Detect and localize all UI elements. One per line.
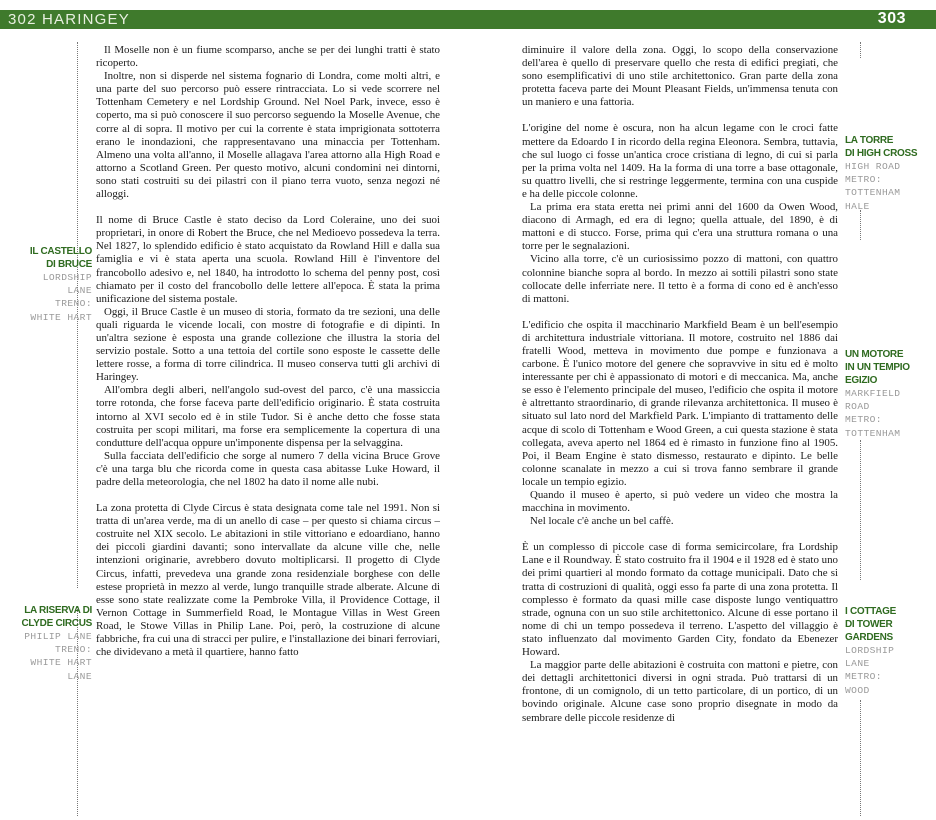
sidebar-title: IL CASTELLO	[29, 246, 92, 257]
sidebar-info: METRO:	[845, 671, 882, 683]
sidebar-high-cross	[845, 134, 935, 213]
right-dotted-rule	[860, 210, 861, 240]
left-page-text	[96, 44, 440, 659]
sidebar-info: METRO:	[845, 414, 882, 426]
sidebar-info: HIGH ROAD	[845, 161, 901, 172]
sidebar-info: LANE	[67, 670, 92, 682]
sidebar-title: DI TOWER	[845, 619, 893, 630]
sidebar-egyptian-temple	[845, 348, 935, 440]
sidebar-info: LANE	[67, 285, 92, 297]
paragraph: La maggior parte delle abitazioni è costruita con mattoni e pietre, con dei dettagli architettonici diversi in ogni strada. Può trattarsi di un frontone, di un comignolo, di un tetto particolare, di un portico, di un bovindo originale. Alcune case sono proprio disegnate in modo da sembrare delle piccole residenze di	[522, 659, 838, 724]
paragraph: diminuire il valore della zona. Oggi, lo scopo della conservazione dell'area è quello di preservare quello che resta di edifici pregiati, che sono esemplificativi di uno stile architettonico. Gran parte della zona protetta faceva parte dei Mount Pleasant Fields, un'immensa tenuta con un maniero e una fattoria.	[522, 44, 838, 109]
paragraph: Vicino alla torre, c'è un curiosissimo pozzo di mattoni, con quattro colonnine bianche sopra al bordo. In mezzo ai sottili pilastri sono state collocate delle inferriate nere. Il tetto è a forma di cono ed è anch'esso di mattoni.	[522, 253, 838, 305]
sidebar-info: HALE	[845, 200, 870, 212]
sidebar-clyde-circus	[4, 604, 92, 683]
sidebar-info: ROAD	[845, 401, 870, 413]
sidebar-title: DI HIGH CROSS	[845, 148, 918, 159]
sidebar-info: TOTTENHAM	[845, 187, 901, 199]
sidebar-info: LORDSHIP	[42, 272, 92, 283]
page-header	[0, 10, 936, 29]
paragraph: La zona protetta di Clyde Circus è stata designata come tale nel 1991. Non si tratta di un'area verde, ma di un anello di case – per questo si chiama circus – costruite nel XIX secolo. Le abitazioni in stile vittoriano e edoardiano, hanno dei piccoli giardini davanti; sono intervallate da alcune ville che, nelle intenzioni originarie, avrebbero dovuto moltiplicarsi. Il progetto di Clyde Circus, infatti, prevedeva una grande zona residenziale borghese con delle estese proprietà in mezzo al verde, lungo tranquille strade alberate. Alcune di esse sono state realizzate come la Pembroke Villa, il Providence Cottage, il Vernon Cottage in Summerfield Road, le Montague Villas in West Green Road, le Stowe Villas in Philip Lane. Poi, però, la costruzione di alcune fabbriche, fra cui una di stracci per pulire, e l'installazione dei binari ferroviari, che dividevano a metà il quartiere, hanno fatto	[96, 502, 440, 659]
sidebar-info: WOOD	[845, 684, 870, 696]
sidebar-title: GARDENS	[845, 632, 893, 643]
paragraph: È un complesso di piccole case di forma semicircolare, fra Lordship Lane e il Roundway. È stato costruito fra il 1904 e il 1928 ed è stato uno dei primi quartieri al mondo formato da cottage municipali. Dato che si tratta di costruzioni di qualità, oggi esso fa parte di una zona protetta. Il complesso è formato da quasi mille case disposte lungo ventiquattro strade, ognuna con un suo stile architettonico. Alcune di esse portano il nome di chi un tempo possedeva il terreno. L'aspetto del villaggio è stato influenzato dal movimento Garden City, fondato da Ebenezer Howard.	[522, 541, 838, 659]
right-dotted-rule	[860, 700, 861, 816]
sidebar-info: TOTTENHAM	[845, 427, 901, 439]
paragraph: All'ombra degli alberi, nell'angolo sud-ovest del parco, c'è una massiccia torre rotonda, che forse faceva parte dell'edificio originario. È stata costruita intorno al XVI secolo ed è in stile Tudor. Si è anche detto che fosse stata costruita per scopi militari, ma forse era semplicemente la copertura di una condutture dell'acqua oppure un'imponente dispensa per la selvaggina.	[96, 384, 440, 449]
paragraph: Quando il museo è aperto, si può vedere un video che mostra la macchina in movimento.	[522, 489, 838, 515]
sidebar-info: LORDSHIP	[845, 645, 895, 656]
right-dotted-rule	[860, 42, 861, 58]
paragraph: Il Moselle non è un fiume scomparso, anche se per dei lunghi tratti è stato ricoperto.	[96, 44, 440, 70]
right-page-text	[522, 44, 838, 725]
paragraph: L'origine del nome è oscura, non ha alcun legame con le croci fatte mettere da Edoardo I in ricordo della regina Eleonora. Sembra, tuttavia, che sul luogo ci fosse un'antica croce cristiana di legno, di cui si parla per la prima volta nel 1409. Ha la forma di una torre a base ottagonale, su quattro livelli, che si restringe leggermente, termina con una cuspide e ha delle piccole colonne.	[522, 122, 838, 200]
sidebar-info: MARKFIELD	[845, 388, 901, 399]
sidebar-info: WHITE HART	[30, 311, 92, 323]
right-dotted-rule	[860, 440, 861, 580]
sidebar-info: TRENO:	[55, 644, 92, 656]
sidebar-info: PHILIP LANE	[24, 631, 92, 642]
sidebar-info: TRENO:	[55, 298, 92, 310]
sidebar-info: LANE	[845, 658, 870, 670]
sidebar-bruce-castle	[4, 245, 92, 324]
sidebar-title: EGIZIO	[845, 375, 878, 386]
sidebar-title: LA TORRE	[845, 135, 894, 146]
sidebar-title: CLYDE CIRCUS	[21, 618, 92, 629]
sidebar-info: METRO:	[845, 174, 882, 186]
sidebar-tower-gardens	[845, 605, 935, 697]
paragraph: Il nome di Bruce Castle è stato deciso da Lord Coleraine, uno dei suoi proprietari, in onore di Robert the Bruce, che nel Medioevo possedeva la terra. Nel 1827, lo splendido edificio è stato acquistato da Rowland Hill e dalla sua famiglia e vi è stata aperta una scuola. Rowland Hill è l'inventore del francobollo adesivo e, nel 1840, ha introdotto lo schema del penny post, così chiamato per il costo del francobollo delle lettere all'epoca. È stata la prima unificazione del sistema postale.	[96, 214, 440, 305]
sidebar-title: DI BRUCE	[46, 259, 92, 270]
right-page-number: 303	[877, 10, 906, 27]
sidebar-title: I COTTAGE	[845, 606, 897, 617]
paragraph: Oggi, il Bruce Castle è un museo di storia, formato da tre sezioni, una delle quali riguarda le vicende locali, con mostre di fotografie e di dipinti. In un'altra sezione è esposta una grande collezione che illustra la storia del servizio postale. Sotto a una tettoia del cortile sono esposte le cassette delle lettere rosse, a forma di torre cilindrica. Il museo conserva tutti gli archivi di Haringey.	[96, 305, 440, 384]
sidebar-title: UN MOTORE	[845, 349, 904, 360]
paragraph: Sulla facciata dell'edificio che sorge al numero 7 della vicina Bruce Grove c'è una targa blu che ricorda come in questa casa abitasse Luke Howard, il padre della meteorologia, che nel 1802 ha dato il nome alle nubi.	[96, 449, 440, 488]
paragraph: La prima era stata eretta nei primi anni del 1600 da Owen Wood, diacono di Armagh, ed era di legno; quella attuale, del 1890, è di mattoni e di stucco. Forse, prima qui c'era una struttura romana o una torre per le segnalazioni.	[522, 201, 838, 253]
paragraph: Inoltre, non si disperde nel sistema fognario di Londra, come molti altri, e una parte del suo percorso può essere rintracciata. Lo si vede scorrere nel Tottenham Cemetery e nel Lordship Ground. Nel Noel Park, invece, esso è coperto, ma si può conoscere il suo percorso seguendo la Moselle Avenue, che corre al di sopra. Il motivo per cui la corrente è stata imprigionata sottoterra erano le inondazioni, che rappresentavano una minaccia per Tottenham. Almeno una volta all'anno, il Moselle allagava l'area attorno alla High Road e attorno a Scotland Green. Per questo motivo, alcuni condomini nei dintorni, sono stati costruiti su dei pilastri con il piano terra vuoto, senza negozi né alloggi.	[96, 70, 440, 201]
paragraph: Nel locale c'è anche un bel caffè.	[530, 515, 674, 528]
paragraph: L'edificio che ospita il macchinario Markfield Beam è un bell'esempio di architettura industriale vittoriana. Il motore, costruito nel 1886 dai fratelli Wood, metteva in movimento due pompe e funzionava a carbone. È l'unico motore del genere che sopravvive in situ ed è molto interessante per chi è appassionato di motori e di meccanica. Ma, anche se esso è l'elemento principale del museo, l'edificio che ospita il motore è altrettanto straordinario, di grande rilevanza architettonica. Il museo è situato sul lato nord del Markfield Park. L'impianto di trattamento delle acque di scolo di Tottenham e Wood Green, a cui questa stazione è stata collegata, aveva aperto nel 1864 ed è rimasto in funzione fino al 1905. Poi, il Beam Engine è stato dismesso, restaurato e dipinto. Le belle colonne scanalate in mezzo a cui si trova fanno sembrare il grande locale un tempio egizio.	[522, 318, 838, 488]
left-page-running-head: 302 HARINGEY	[8, 11, 130, 28]
sidebar-title: IN UN TEMPIO	[845, 362, 910, 373]
sidebar-info: WHITE HART	[30, 657, 92, 669]
sidebar-title: LA RISERVA DI	[24, 605, 92, 616]
